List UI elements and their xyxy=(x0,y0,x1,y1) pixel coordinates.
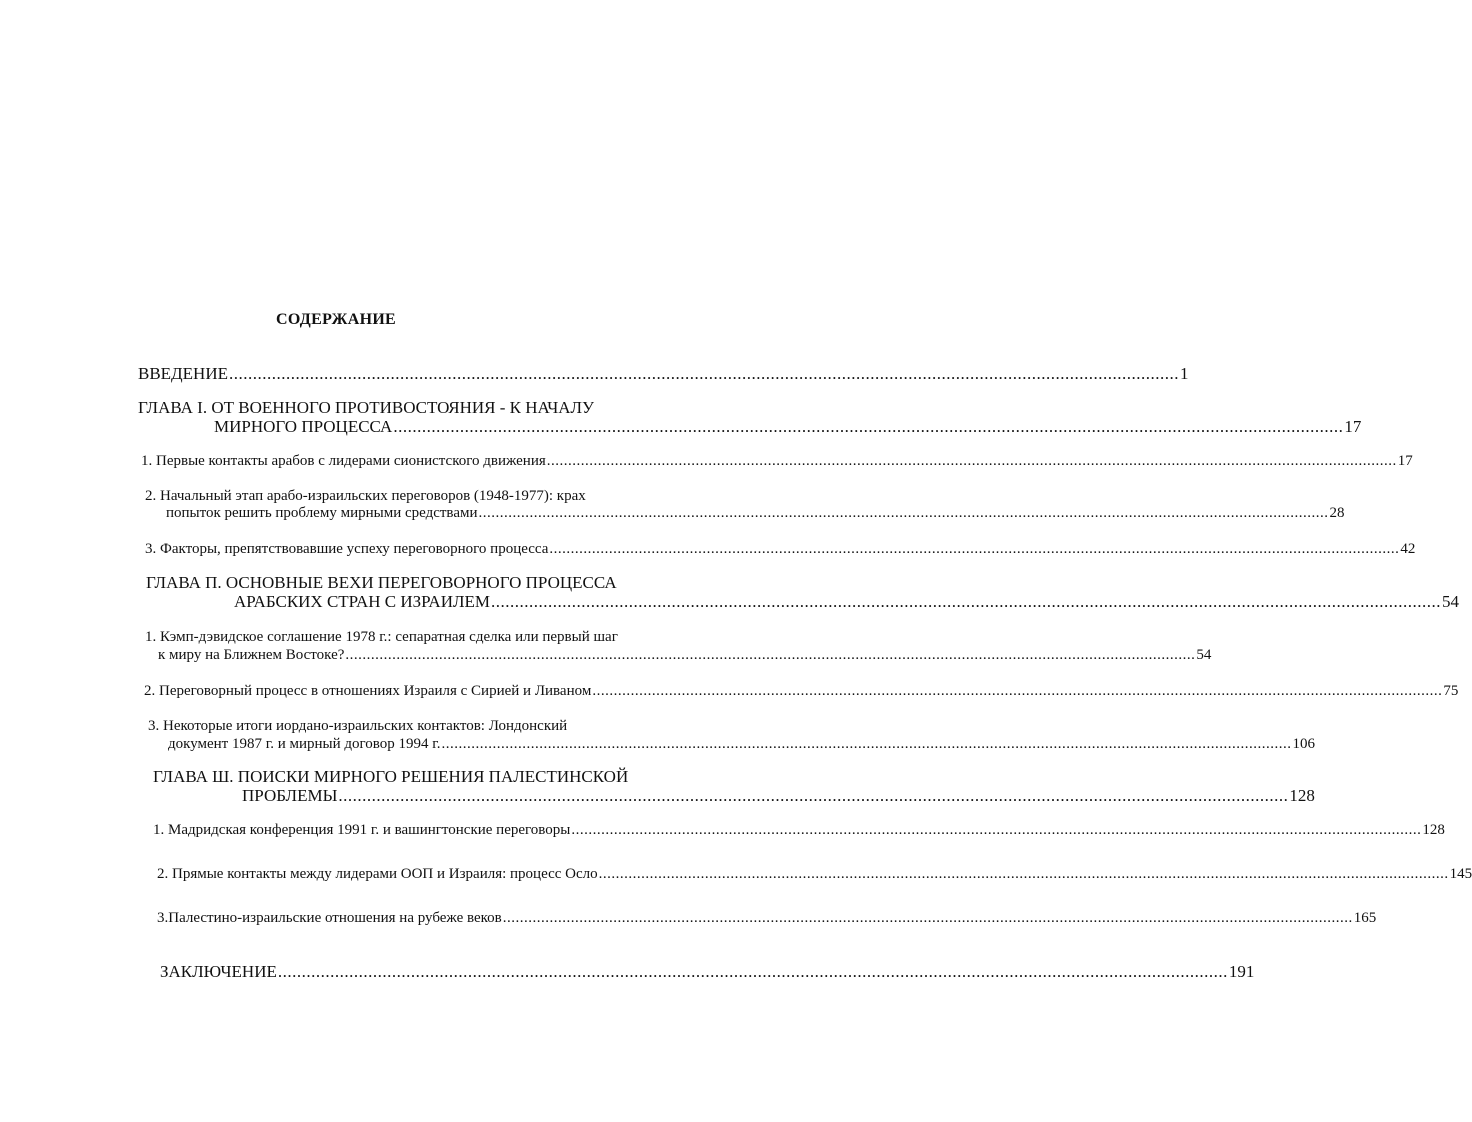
leader-dots: ........................................................................................................................................................................................................ xyxy=(228,364,1179,383)
toc-chapter-3-title: ГЛАВА Ш. ПОИСКИ МИРНОГО РЕШЕНИЯ ПАЛЕСТИНСКОЙ xyxy=(153,767,629,786)
toc-page-number: 145 xyxy=(1449,866,1472,882)
toc-page-number: 54 xyxy=(1442,592,1460,611)
toc-section-1-2 xyxy=(166,504,1345,522)
toc-entry-label: ВВЕДЕНИЕ xyxy=(138,364,228,383)
toc-page-number: 191 xyxy=(1228,962,1255,981)
leader-dots: ........................................................................................................................................................................................................ xyxy=(393,417,1344,436)
toc-entry-label: 3.Палестино-израильские отношения на рубеже веков xyxy=(157,910,502,926)
leader-dots: ........................................................................................................................................................................................................ xyxy=(546,453,1397,469)
toc-section-1-2-title: 2. Начальный этап арабо-израильских переговоров (1948-1977): крах xyxy=(145,488,586,504)
leader-dots: ........................................................................................................................................................................................................ xyxy=(571,822,1422,838)
toc-page-number: 17 xyxy=(1344,417,1362,436)
toc-section-3-2 xyxy=(157,865,1472,883)
leader-dots: ........................................................................................................................................................................................................ xyxy=(277,962,1228,981)
toc-entry-label: ЗАКЛЮЧЕНИЕ xyxy=(160,962,277,981)
toc-section-3-1 xyxy=(153,821,1445,839)
toc-entry-label: 2. Переговорный процесс в отношениях Израиля с Сирией и Ливаном xyxy=(144,683,592,699)
toc-entry-label: АРАБСКИХ СТРАН С ИЗРАИЛЕМ xyxy=(234,592,491,611)
toc-page-number: 28 xyxy=(1329,505,1345,521)
toc-page-number: 17 xyxy=(1397,453,1413,469)
toc-entry-label: 1. Мадридская конференция 1991 г. и вашингтонские переговоры xyxy=(153,822,571,838)
toc-page-number: 42 xyxy=(1400,541,1416,557)
toc-chapter-1 xyxy=(214,417,1362,437)
toc-entry-label: документ 1987 г. и мирный договор 1994 г. xyxy=(168,736,441,752)
leader-dots: ........................................................................................................................................................................................................ xyxy=(491,592,1442,611)
toc-section-2-1-title: 1. Кэмп-дэвидское соглашение 1978 г.: сепаратная сделка или первый шаг xyxy=(145,629,618,645)
toc-entry-label: МИРНОГО ПРОЦЕССА xyxy=(214,417,393,436)
toc-section-1-1 xyxy=(141,452,1413,470)
toc-chapter-2-title: ГЛАВА П. ОСНОВНЫЕ ВЕХИ ПЕРЕГОВОРНОГО ПРОЦЕССА xyxy=(146,573,617,592)
toc-page-number: 106 xyxy=(1292,736,1315,752)
toc-entry-conclusion xyxy=(160,962,1255,982)
leader-dots: ........................................................................................................................................................................................................ xyxy=(478,505,1329,521)
toc-section-2-1 xyxy=(158,646,1212,664)
toc-entry-label: ПРОБЛЕМЫ xyxy=(242,786,338,805)
toc-section-2-2 xyxy=(144,682,1459,700)
leader-dots: ........................................................................................................................................................................................................ xyxy=(598,866,1449,882)
toc-section-2-3-title: 3. Некоторые итоги иордано-израильских контактов: Лондонский xyxy=(148,718,568,734)
leader-dots: ........................................................................................................................................................................................................ xyxy=(502,910,1353,926)
leader-dots: ........................................................................................................................................................................................................ xyxy=(345,647,1196,663)
toc-entry-label: 3. Факторы, препятствовавшие успеху переговорного процесса xyxy=(145,541,549,557)
toc-entry-label: 2. Прямые контакты между лидерами ООП и Израиля: процесс Осло xyxy=(157,866,598,882)
toc-chapter-2 xyxy=(234,592,1460,612)
toc-page-number: 128 xyxy=(1422,822,1445,838)
toc-entry-label: попыток решить проблему мирными средствами xyxy=(166,505,478,521)
page-title: СОДЕРЖАНИЕ xyxy=(276,311,397,328)
toc-page-number: 75 xyxy=(1443,683,1459,699)
toc-entry-label: к миру на Ближнем Востоке? xyxy=(158,647,345,663)
toc-page-number: 54 xyxy=(1196,647,1212,663)
leader-dots: ........................................................................................................................................................................................................ xyxy=(549,541,1400,557)
toc-page-number: 165 xyxy=(1353,910,1377,926)
leader-dots: ........................................................................................................................................................................................................ xyxy=(441,736,1292,752)
leader-dots: ........................................................................................................................................................................................................ xyxy=(338,786,1289,805)
toc-section-1-3 xyxy=(145,540,1416,558)
toc-section-3-3 xyxy=(157,909,1377,927)
leader-dots: ........................................................................................................................................................................................................ xyxy=(592,683,1443,699)
toc-page-number: 128 xyxy=(1289,786,1315,805)
toc-chapter-1-title: ГЛАВА I. ОТ ВОЕННОГО ПРОТИВОСТОЯНИЯ - К НАЧАЛУ xyxy=(138,398,595,417)
toc-chapter-3 xyxy=(242,786,1315,806)
toc-entry-label: 1. Первые контакты арабов с лидерами сионистского движения xyxy=(141,453,546,469)
toc-entry-intro xyxy=(138,364,1189,384)
toc-section-2-3 xyxy=(168,735,1315,753)
toc-page-number: 1 xyxy=(1179,364,1189,383)
